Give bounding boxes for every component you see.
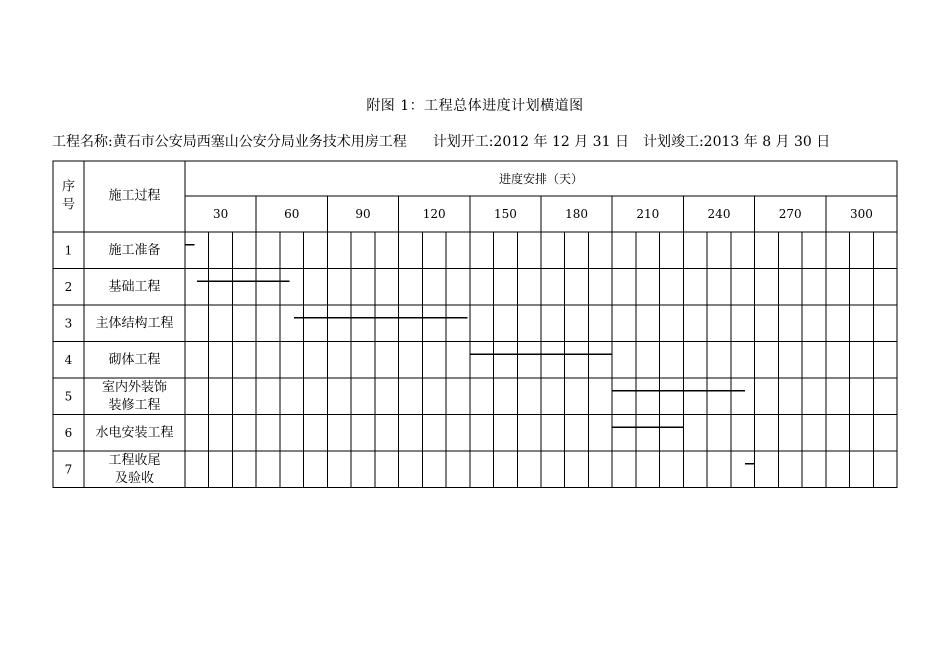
day-mark-label: 240	[707, 207, 731, 221]
page-title: 附图 1：工程总体进度计划横道图	[366, 98, 584, 114]
day-mark-label: 300	[849, 207, 873, 221]
row-number: 1	[64, 243, 73, 258]
planned-start: 计划开工:2012 年 12 月 31 日	[432, 134, 629, 150]
day-mark-label: 60	[284, 207, 300, 221]
row-number: 2	[64, 279, 73, 294]
row-number: 4	[64, 352, 73, 367]
row-number: 6	[64, 425, 73, 440]
row-process-name: 基础工程	[108, 279, 161, 295]
row-number: 5	[64, 389, 73, 404]
planned-end: 计划竣工:2013 年 8 月 30 日	[642, 134, 831, 150]
day-mark-label: 120	[422, 207, 446, 221]
row-number: 3	[64, 316, 73, 331]
day-mark-label: 270	[778, 207, 802, 221]
col-header-process: 施工过程	[108, 188, 161, 204]
day-mark-label: 90	[355, 207, 371, 221]
col-header-seq: 号	[61, 197, 76, 213]
row-process-name: 及验收	[114, 470, 155, 486]
col-header-schedule: 进度安排（天）	[498, 172, 584, 186]
project-name: 工程名称:黄石市公安局西塞山公安分局业务技术用房工程	[52, 134, 407, 150]
row-number: 7	[64, 462, 73, 477]
table-border	[53, 161, 897, 488]
row-process-name: 室内外装饰	[101, 379, 168, 395]
row-process-name: 装修工程	[108, 397, 161, 413]
row-process-name: 水电安装工程	[95, 425, 174, 441]
day-mark-label: 150	[493, 207, 517, 221]
day-mark-label: 30	[212, 207, 229, 221]
day-mark-label: 210	[636, 207, 660, 221]
row-process-name: 工程收尾	[108, 452, 161, 468]
day-mark-label: 180	[565, 207, 589, 221]
row-process-name: 施工准备	[108, 242, 161, 258]
row-process-name: 主体结构工程	[95, 315, 174, 331]
row-process-name: 砌体工程	[108, 352, 161, 368]
col-header-seq: 序	[61, 179, 76, 195]
